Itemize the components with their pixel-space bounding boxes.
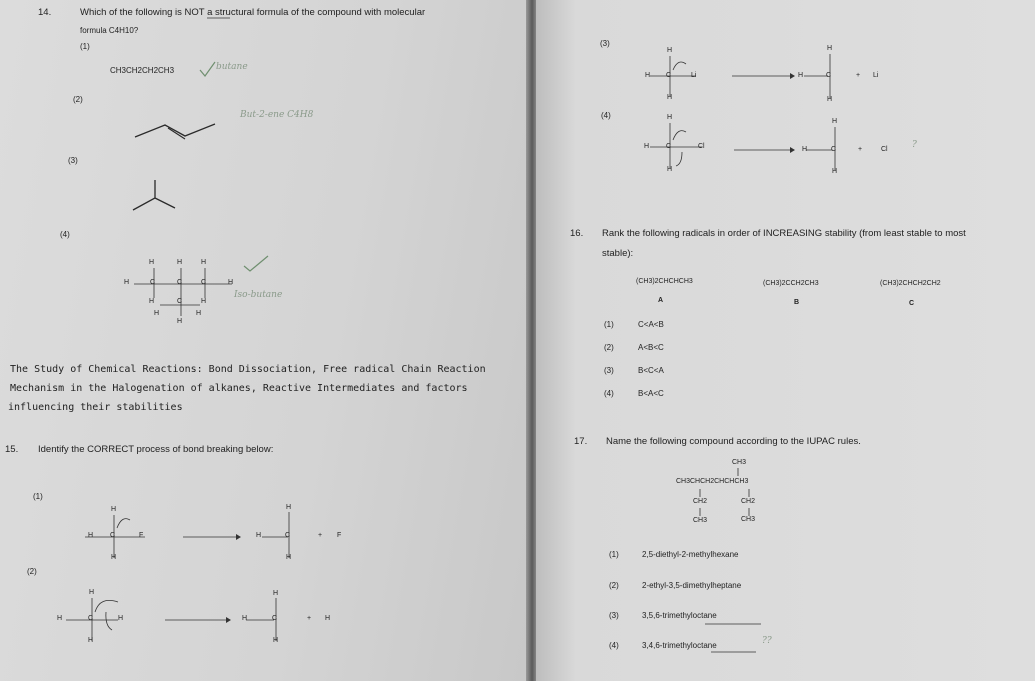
- atom-h: H: [177, 259, 183, 266]
- atom-h: H: [667, 94, 673, 101]
- atom-li: Li: [691, 72, 697, 79]
- q16-radical-c-label: C: [909, 300, 915, 307]
- q16-radical-a-label: A: [658, 297, 664, 304]
- atom-h: H: [827, 96, 833, 103]
- atom-cl: Cl: [881, 146, 888, 153]
- handwritten-question-mark: ?: [912, 140, 917, 150]
- q14-option-4: (4): [60, 230, 70, 239]
- q17-option-text: 3,5,6-trimethyloctane: [642, 611, 717, 620]
- q17-struct-branch-1-end: CH3: [693, 517, 708, 524]
- atom-c: C: [826, 72, 832, 79]
- atom-h: H: [154, 310, 160, 317]
- section-heading-line-1: The Study of Chemical Reactions: Bond Dissociation, Free radical Chain Reaction: [10, 364, 486, 375]
- q14-option-1-handwritten-note: butane: [216, 62, 248, 72]
- q14-option-3: (3): [68, 156, 78, 165]
- atom-c: C: [150, 279, 156, 286]
- atom-h: H: [196, 310, 202, 317]
- atom-h: H: [88, 637, 94, 644]
- atom-h: H: [827, 45, 833, 52]
- q17-option-num: (2): [609, 581, 619, 590]
- atom-h: H: [325, 615, 331, 622]
- q17-option-text: 2,5-diethyl-2-methylhexane: [642, 550, 739, 559]
- q17-struct-main-chain: CH3CHCH2CHCHCH3: [676, 478, 749, 485]
- q16-radical-a-formula: (CH3)2CHCHCH3: [636, 278, 693, 285]
- q16-text-continued: stable):: [602, 248, 634, 259]
- atom-h: H: [286, 554, 292, 561]
- atom-h: H: [832, 168, 838, 175]
- plus-sign: +: [307, 615, 312, 622]
- q17-struct-branch-2: CH2: [741, 498, 756, 505]
- atom-c: C: [177, 279, 183, 286]
- atom-c: C: [110, 532, 116, 539]
- atom-h: H: [667, 114, 673, 121]
- handwritten-question-marks: ??: [762, 636, 772, 646]
- atom-h: H: [111, 506, 117, 513]
- atom-h: H: [88, 532, 94, 539]
- q16-radical-b-label: B: [794, 299, 800, 306]
- q17-option-num: (1): [609, 550, 619, 559]
- q16-text: Rank the following radicals in order of INCREASING stability (from least stable to most: [602, 228, 966, 239]
- q16-radical-c-formula: (CH3)2CHCH2CH2: [880, 280, 941, 287]
- atom-f: F: [139, 532, 144, 539]
- right-page: [536, 0, 1035, 681]
- atom-h: H: [118, 615, 124, 622]
- q16-option-num: (2): [604, 343, 614, 352]
- atom-c: C: [88, 615, 94, 622]
- atom-f: F: [337, 532, 342, 539]
- atom-li: Li: [873, 72, 879, 79]
- q17-struct-top-branch: CH3: [732, 459, 747, 466]
- atom-h: H: [798, 72, 804, 79]
- atom-h: H: [89, 589, 95, 596]
- q14-option-2-handwritten-note: But-2-ene C4H8: [240, 110, 314, 120]
- q17-option-text: 2-ethyl-3,5-dimethylheptane: [642, 581, 742, 590]
- q16-option-text: B<C<A: [638, 366, 664, 375]
- atom-h: H: [273, 590, 279, 597]
- plus-sign: +: [858, 146, 863, 153]
- q15-option-1: (1): [33, 492, 43, 501]
- q14-option-2: (2): [73, 95, 83, 104]
- atom-h: H: [286, 504, 292, 511]
- q14-option-4-handwritten-note: Iso-butane: [234, 290, 283, 300]
- atom-h: H: [645, 72, 651, 79]
- q17-number: 17.: [574, 436, 588, 447]
- section-heading-line-3: influencing their stabilities: [8, 402, 183, 413]
- q17-struct-branch-2-end: CH3: [741, 516, 756, 523]
- q17-option-num: (3): [609, 611, 619, 620]
- atom-h: H: [802, 146, 808, 153]
- q15-option-3: (3): [600, 39, 610, 48]
- atom-h: H: [201, 298, 207, 305]
- atom-c: C: [666, 72, 672, 79]
- q16-option-num: (3): [604, 366, 614, 375]
- atom-h: H: [644, 143, 650, 150]
- q14-number: 14.: [38, 7, 52, 18]
- q14-option-1-formula: CH3CH2CH2CH3: [110, 66, 175, 75]
- atom-h: H: [201, 259, 207, 266]
- q17-option-text: 3,4,6-trimethyloctane: [642, 641, 717, 650]
- q16-option-text: C<A<B: [638, 320, 664, 329]
- q16-option-num: (4): [604, 389, 614, 398]
- plus-sign: +: [318, 532, 323, 539]
- atom-h: H: [242, 615, 248, 622]
- q17-option-num: (4): [609, 641, 619, 650]
- atom-h: H: [149, 298, 155, 305]
- atom-c: C: [177, 298, 183, 305]
- q16-number: 16.: [570, 228, 584, 239]
- atom-h: H: [57, 615, 63, 622]
- atom-c: C: [666, 143, 672, 150]
- q16-option-text: A<B<C: [638, 343, 664, 352]
- atom-h: H: [832, 118, 838, 125]
- q14-text: Which of the following is NOT a structural formula of the compound with molecular: [80, 7, 426, 18]
- atom-c: C: [831, 146, 837, 153]
- atom-h: H: [273, 637, 279, 644]
- q15-text: Identify the CORRECT process of bond breaking below:: [38, 444, 274, 455]
- q16-radical-b-formula: (CH3)2CCH2CH3: [763, 280, 819, 287]
- atom-c: C: [201, 279, 207, 286]
- q14-text-formula: formula C4H10?: [80, 26, 139, 35]
- q15-option-4: (4): [601, 111, 611, 120]
- plus-sign: +: [856, 72, 861, 79]
- atom-c: C: [285, 532, 291, 539]
- section-heading-line-2: Mechanism in the Halogenation of alkanes, Reactive Intermediates and factors: [10, 383, 468, 394]
- atom-h: H: [177, 318, 183, 325]
- atom-cl: Cl: [698, 143, 705, 150]
- atom-h: H: [667, 47, 673, 54]
- atom-h: H: [667, 166, 673, 173]
- atom-h: H: [228, 279, 234, 286]
- atom-h: H: [149, 259, 155, 266]
- q17-text: Name the following compound according to the IUPAC rules.: [606, 436, 861, 447]
- q16-option-num: (1): [604, 320, 614, 329]
- q14-option-1: (1): [80, 42, 90, 51]
- atom-h: H: [256, 532, 262, 539]
- q16-option-text: B<A<C: [638, 389, 664, 398]
- atom-h: H: [111, 554, 117, 561]
- right-structure-drawings: [536, 0, 1035, 681]
- q17-struct-branch-1: CH2: [693, 498, 708, 505]
- atom-c: C: [272, 615, 278, 622]
- q15-number: 15.: [5, 444, 19, 455]
- q15-option-2: (2): [27, 567, 37, 576]
- atom-h: H: [124, 279, 130, 286]
